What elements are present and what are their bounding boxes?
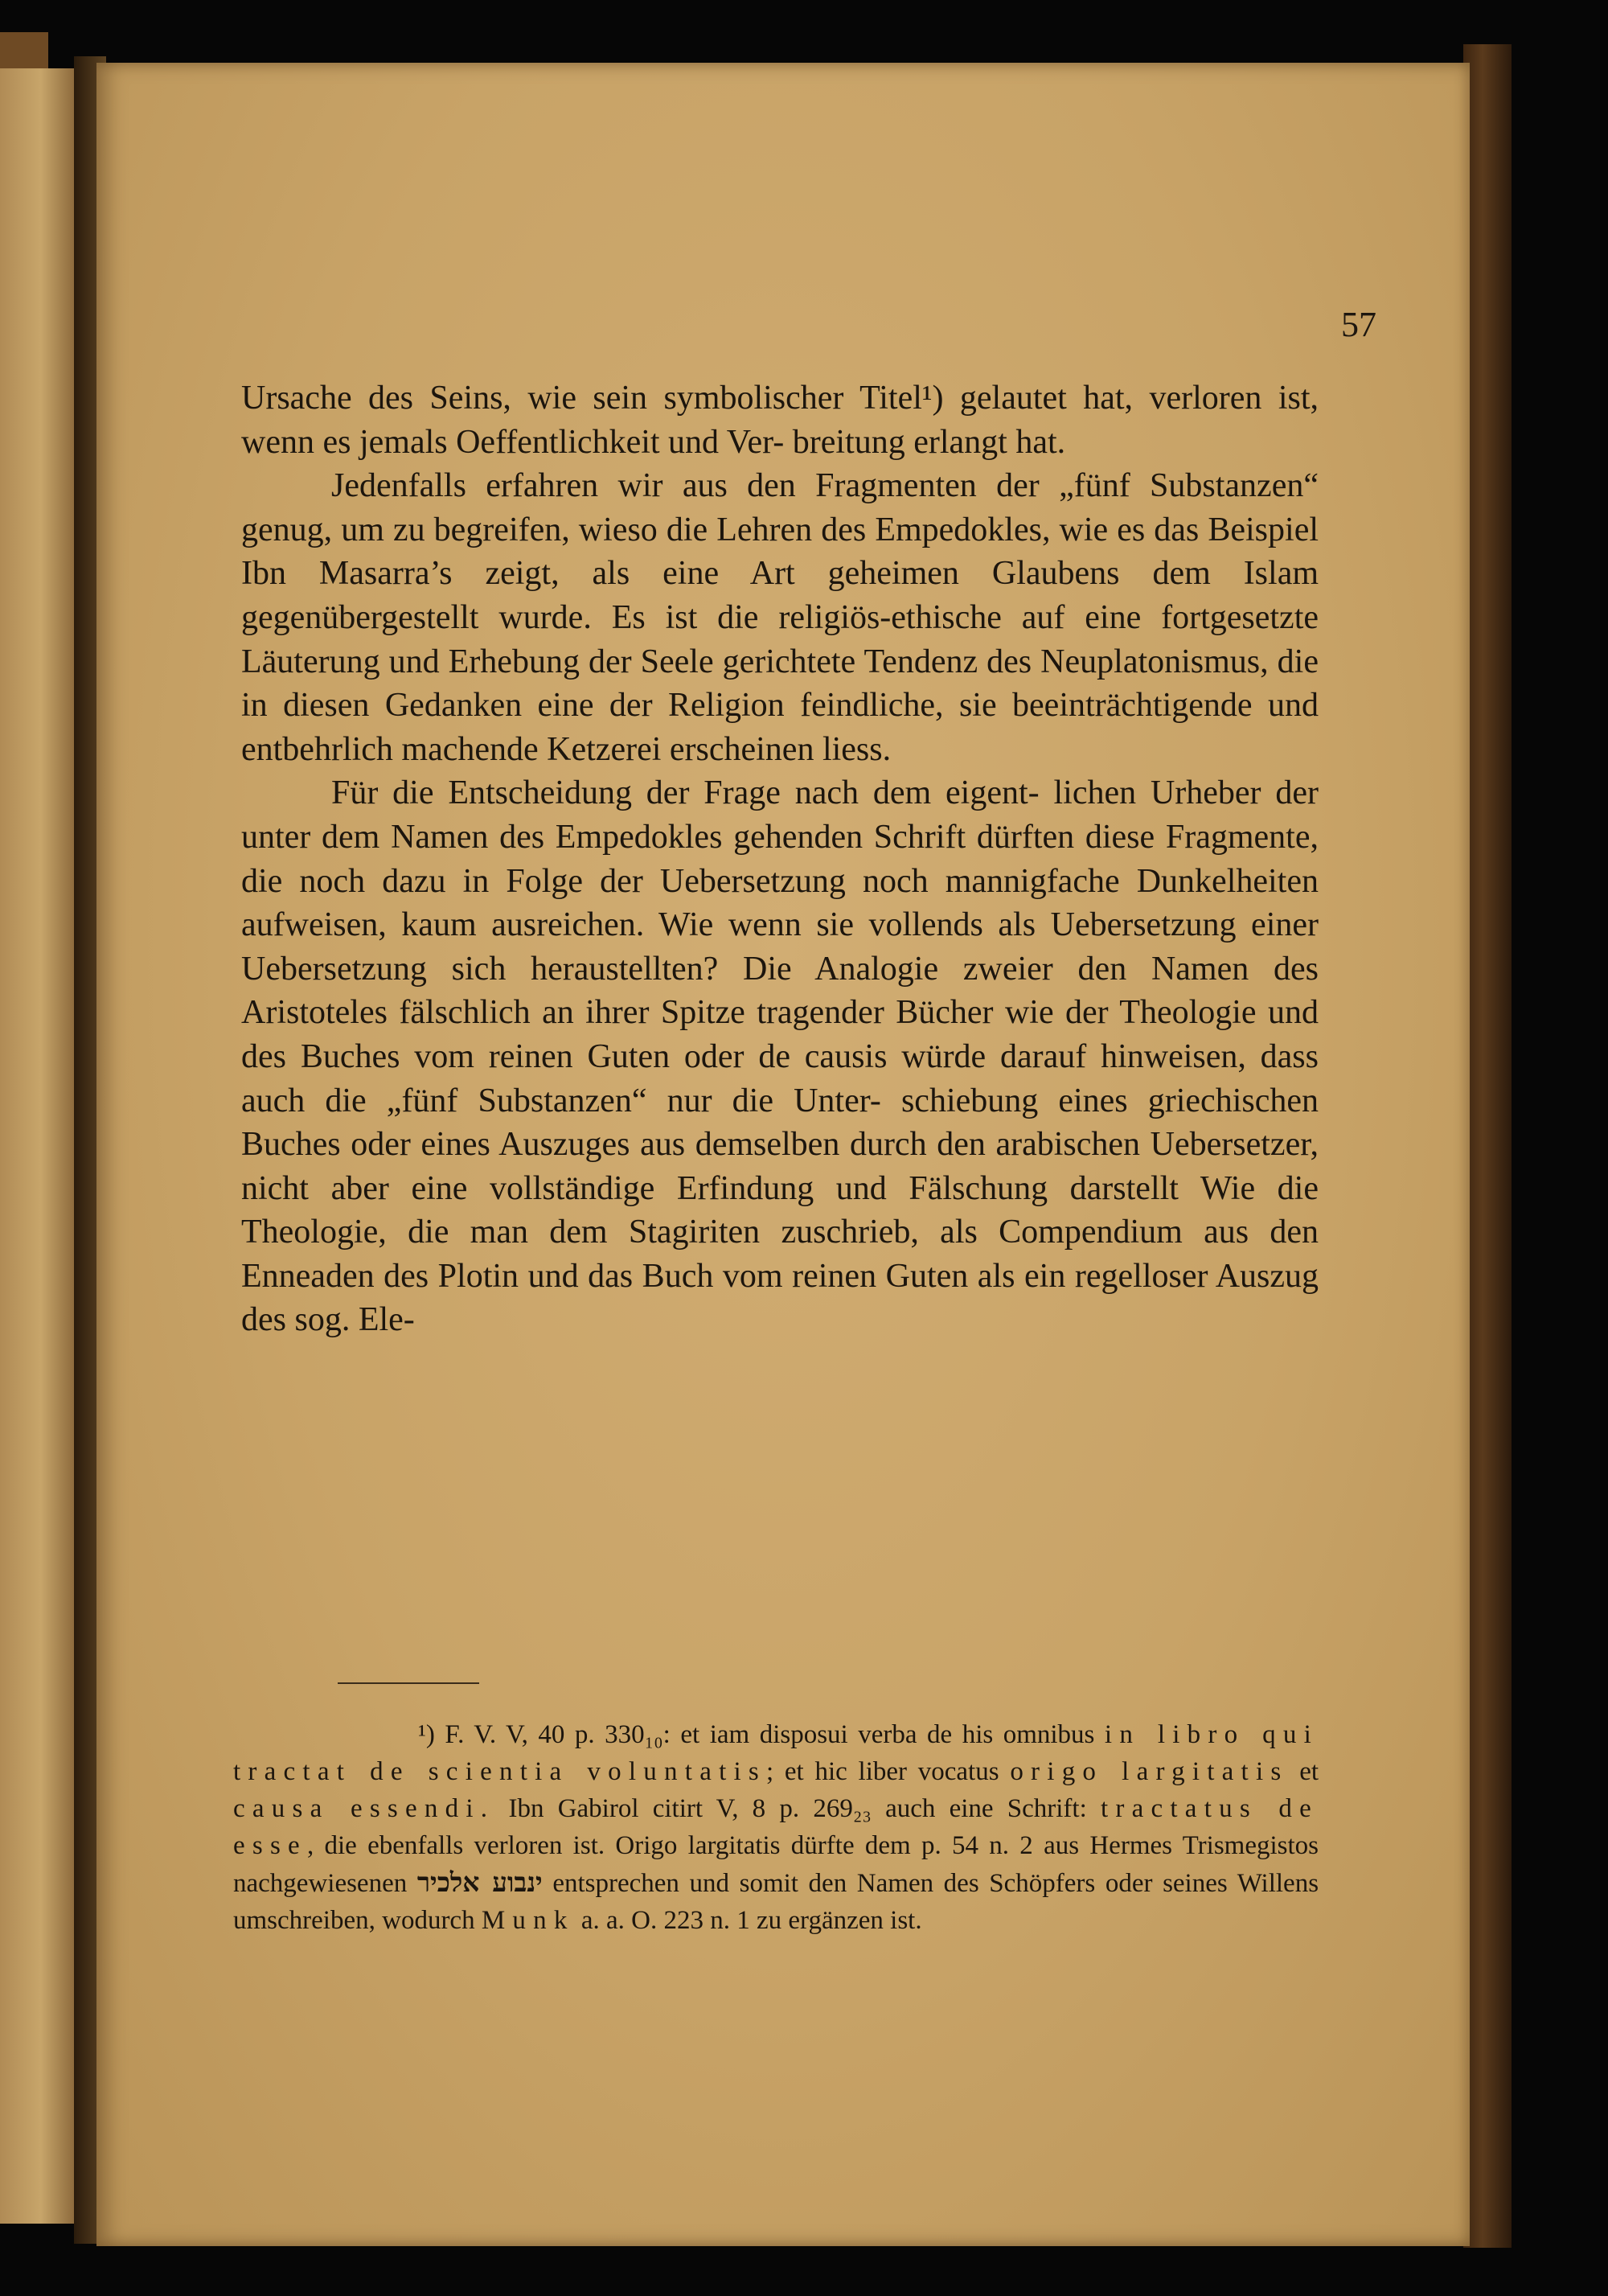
text-line: feindliche, sie beeinträchtigende und entbehrlich machende [241,687,1319,768]
text-line: hat, verloren ist, wenn es jemals Oeffentlichkeit und Ver- [241,380,1319,461]
text-line: Läuterung und Erhebung der Seele gerichtete Tendenz des [241,643,1032,680]
footnote-text: Ibn Gabirol citirt V, 8 p. 269₂₃ auch eine Schrift: [508,1794,1087,1823]
paragraph [241,464,1319,771]
paragraph [241,376,1319,464]
right-cover-edge [1463,44,1512,2248]
footnote-text: et iam disposui verba de his omnibus [680,1720,1095,1749]
text-line: Wie die Theologie, die man dem Stagiriten zuschrieb, als [241,1169,1319,1251]
text-line: Ursache des Seins, wie sein symbolischer Titel¹) gelautet [241,380,1067,417]
text-line: Ketzerei erscheinen liess. [547,730,892,768]
footnote-separator [338,1682,479,1684]
footnote [233,1716,1319,1939]
left-page-edge [0,68,74,2224]
text-line: breitung erlangt hat. [792,423,1066,461]
text-line: gehenden Schrift dürften diese Fragmente, die noch dazu [241,818,1319,900]
footnote-author-name: Munk [481,1906,575,1935]
text-line: Uebersetzung einer Uebersetzung sich heraustellten? Die [241,906,1319,988]
paragraph [241,771,1319,1342]
text-line: vom reinen Guten als ein regelloser Auszug des sog. Ele- [241,1257,1319,1339]
text-line: Empedokles, wie es das Beispiel Ibn Masarra’s zeigt, als [241,511,1319,593]
text-line: Für die Entscheidung der Frage nach dem eigent- [331,774,1040,812]
main-text [241,376,1319,1342]
text-line: Analogie zweier den Namen des Aristoteles fälschlich an [241,950,1319,1032]
text-line: lichen Urheber der unter dem Namen des Empedokles [241,774,1319,856]
footnote-reference: F. V. V, 40 p. 330₁₀: [445,1720,671,1749]
text-line: eine Art geheimen Glaubens dem Islam gegenübergestellt [241,555,1319,636]
footnote-text: a. a. O. 223 n. 1 zu ergänzen ist. [580,1906,922,1935]
footnote-marker: ¹) [418,1720,435,1749]
footnote-text: , die ebenfalls verloren ist. Origo largitatis dürfte dem p. 54 n. 2 aus Hermes Trismegistos nachgewiesenen [233,1831,1319,1898]
footnote-spaced-title: in libro qui tractat de scientia voluntatis [233,1720,1319,1786]
text-line: Substanzen“ genug, um zu begreifen, wieso die Lehren des [241,467,1319,548]
text-line: aus demselben durch den arabischen Uebersetzer, nicht [241,1126,1319,1207]
text-line: hinweisen, dass auch die „fünf Substanzen“ nur die Unter- [241,1037,1319,1119]
text-line: Compendium aus den Enneaden des Plotin und das Buch [241,1214,1319,1295]
book-page [96,63,1470,2246]
footnote-spaced-title: tractatus de esse [233,1794,1319,1860]
footnote-text: ; et hic liber vocatus [765,1757,999,1786]
footnote-hebrew-phrase: ינבוע אלכיר [416,1867,543,1898]
footnote-spaced-title: origo largitatis [1010,1757,1289,1786]
footnote-text: entsprechen und somit den Namen des Schöpfers oder seines Willens umschreiben, wodurch [233,1869,1319,1935]
text-line: wurde. Es ist die religiös-ethische auf eine fortgesetzte [498,598,1319,636]
text-line: aber eine vollständige Erfindung und Fälschung darstellt [330,1169,1179,1207]
footnote-text: et [1299,1757,1319,1786]
page-number: 57 [1341,305,1376,344]
text-line: Jedenfalls erfahren wir aus den Fragmenten der „fünf [331,467,1130,505]
text-line: schiebung eines griechischen Buches oder eines Auszuges [241,1082,1319,1164]
text-line: aufweisen, kaum ausreichen. Wie wenn sie vollends als [241,906,1036,944]
text-line: ihrer Spitze tragender Bücher wie der Theologie und des [241,994,1319,1075]
text-line: in Folge der Uebersetzung noch mannigfache Dunkelheiten [462,862,1319,900]
text-line: Neuplatonismus, die in diesen Gedanken eine der Religion [241,643,1319,725]
footnote-spaced-title: causa essendi. [233,1794,495,1823]
text-line: Buches vom reinen Guten oder de causis würde darauf [300,1037,1087,1075]
